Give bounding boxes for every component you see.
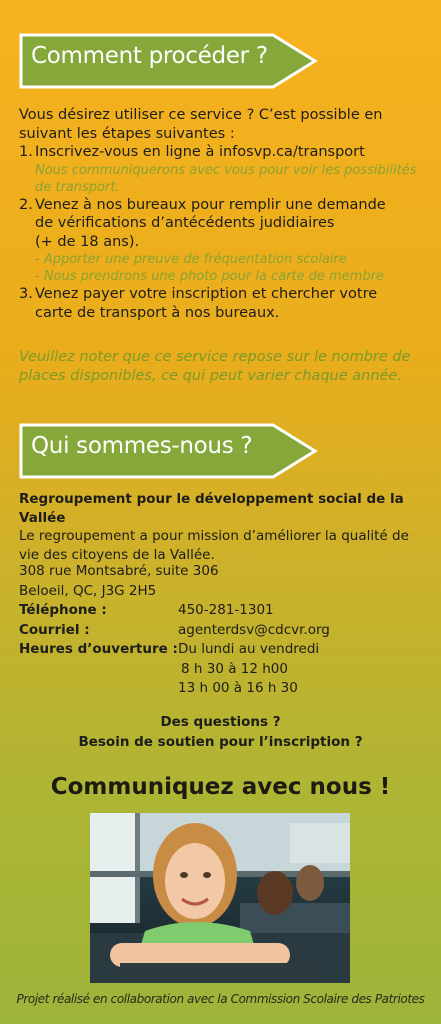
step-number: 3. (19, 286, 33, 302)
email-label: Courriel : (19, 621, 90, 638)
step-item (19, 285, 429, 322)
email-value[interactable]: agenterdsv@cdcvr.org (178, 621, 330, 638)
contact-block (19, 562, 429, 699)
hours-label: Heures d’ouverture : (19, 641, 178, 657)
hours-row (19, 679, 429, 699)
step-text: de vérifications d’antécédents judidiaires (35, 215, 335, 231)
intro-text: suivant les étapes suivantes : (19, 125, 235, 142)
step-note: - Nous prendrons une photo pour la carte de membre (35, 269, 385, 284)
footer-credit: Projet réalisé en collaboration avec la Commission Scolaire des Patriotes (16, 992, 425, 1006)
question-line: Besoin de soutien pour l’inscription ? (78, 734, 363, 750)
student-bus-photo (90, 813, 350, 983)
email-row (19, 621, 429, 641)
hours-row (19, 660, 429, 680)
hours-spacer (19, 660, 178, 680)
org-name: Regroupement pour le développement social de la Vallée (19, 491, 404, 526)
address-line: 308 rue Montsabré, suite 306 (19, 563, 219, 579)
availability-note (19, 348, 429, 385)
step-note: Nous communiquerons avec vous pour voir les possibilités (35, 162, 417, 178)
hours-morning: 8 h 30 à 12 h00 (181, 660, 288, 677)
address-line: Beloeil, QC, J3G 2H5 (19, 582, 157, 599)
step-text: carte de transport à nos bureaux. (35, 304, 280, 321)
step-text: Venez payer votre inscription et chercher votre (35, 286, 378, 302)
step-note: de transport. (35, 179, 120, 195)
step-number: 1. (19, 144, 33, 160)
questions-block (0, 712, 441, 752)
step-item (19, 143, 429, 196)
step-text: Inscrivez-vous en ligne à infosvp.ca/transport (35, 144, 365, 160)
hours-afternoon: 13 h 00 à 16 h 30 (178, 680, 298, 696)
section-title: Qui sommes-nous ? (31, 433, 253, 459)
phone-label: Téléphone : (19, 602, 107, 618)
section-banner-qui-sommes-nous (19, 423, 319, 475)
hours-spacer (19, 679, 178, 699)
note-line: Veuillez noter que ce service repose sur le nombre de (19, 349, 411, 365)
section-title: Comment procéder ? (31, 43, 268, 69)
step-text: Venez à nos bureaux pour remplir une demande (35, 196, 386, 213)
photo-illustration (90, 813, 350, 983)
hours-days: Du lundi au vendredi (178, 641, 320, 657)
section1-body (19, 106, 429, 322)
phone-value[interactable]: 450-281-1301 (178, 602, 274, 618)
step-note: - Apporter une preuve de fréquentation scolaire (35, 252, 347, 267)
step-text: (+ de 18 ans). (35, 233, 140, 250)
org-info (19, 490, 429, 564)
phone-row (19, 601, 429, 621)
question-line: Des questions ? (160, 714, 281, 730)
intro-text: Vous désirez utiliser ce service ? C’est possible en (19, 107, 383, 123)
cta-heading: Communiquez avec nous ! (50, 774, 391, 800)
mission-text: Le regroupement a pour mission d’améliorer la qualité de (19, 528, 409, 544)
mission-text: vie des citoyens de la Vallée. (19, 546, 215, 563)
step-number: 2. (19, 196, 33, 213)
note-line: places disponibles, ce qui peut varier chaque année. (19, 367, 402, 384)
step-item (19, 196, 429, 286)
section-banner-comment-proceder (19, 33, 319, 85)
hours-row (19, 640, 429, 660)
